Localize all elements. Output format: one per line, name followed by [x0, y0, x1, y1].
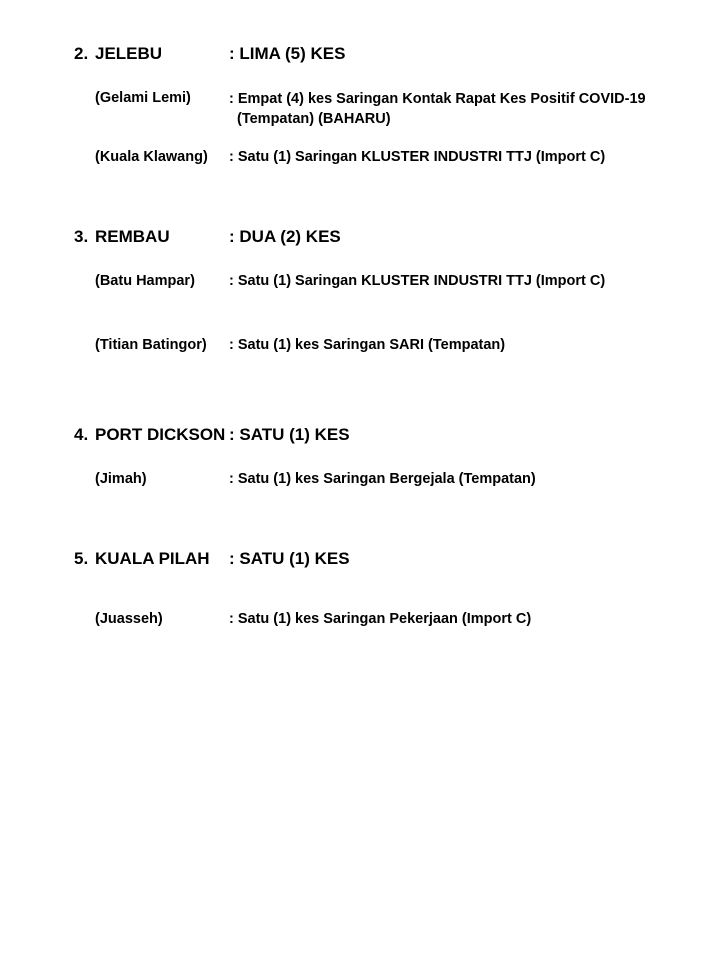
district-number: 3. [74, 227, 89, 246]
case-detail-line: : Satu (1) kes Saringan Bergejala (Tempatan) [229, 471, 536, 487]
case-detail-line: : Satu (1) Saringan KLUSTER INDUSTRI TTJ (Import C) [229, 149, 606, 165]
case-detail-line: : Satu (1) Saringan KLUSTER INDUSTRI TTJ (Import C) [229, 273, 606, 289]
location-label: (Gelami Lemi) [95, 90, 191, 106]
district-number: 5. [74, 549, 89, 568]
case-detail-line: : Satu (1) kes Saringan Pekerjaan (Import C) [229, 611, 532, 627]
case-detail [229, 89, 646, 129]
district-name: PORT DICKSON [95, 425, 226, 444]
district-case-count: : LIMA (5) KES [229, 44, 346, 63]
location-label: (Titian Batingor) [95, 337, 207, 353]
district-case-count: : SATU (1) KES [229, 549, 350, 568]
district-name: REMBAU [95, 227, 170, 246]
district-number: 2. [74, 44, 89, 63]
location-label: (Juasseh) [95, 611, 163, 627]
district-name: JELEBU [95, 44, 163, 63]
location-label: (Jimah) [95, 471, 147, 487]
location-label: (Batu Hampar) [95, 273, 195, 289]
district-case-count: : DUA (2) KES [229, 227, 341, 246]
district-case-count: : SATU (1) KES [229, 425, 350, 444]
district-number: 4. [74, 425, 89, 444]
location-label: (Kuala Klawang) [95, 149, 208, 165]
district-name: KUALA PILAH [95, 549, 210, 568]
case-detail-line: : Empat (4) kes Saringan Kontak Rapat Kes Positif COVID-19 [229, 91, 646, 107]
case-detail-line: : Satu (1) kes Saringan SARI (Tempatan) [229, 337, 506, 353]
case-detail-line: (Tempatan) (BAHARU) [237, 111, 391, 127]
